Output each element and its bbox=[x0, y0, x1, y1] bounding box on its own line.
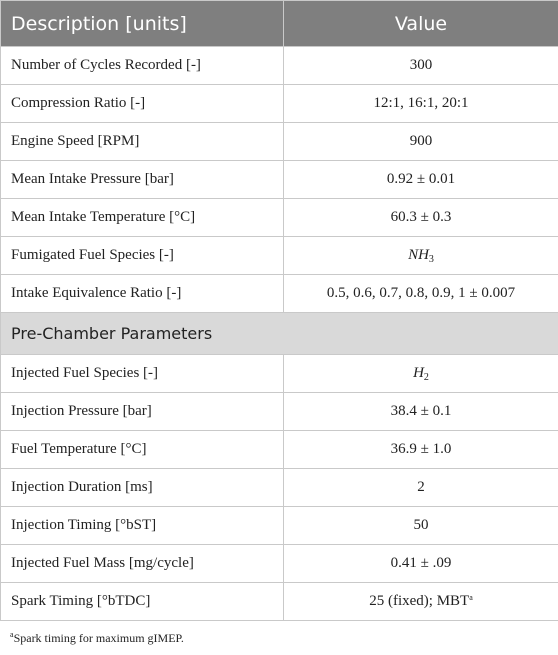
table-row bbox=[1, 85, 558, 123]
row-description: Spark Timing [°bTDC] bbox=[1, 583, 284, 621]
section-header-row bbox=[1, 313, 558, 355]
row-value: 50 bbox=[284, 507, 558, 545]
table-row bbox=[1, 161, 558, 199]
formula-subscript: 3 bbox=[428, 253, 434, 265]
table-row bbox=[1, 47, 558, 85]
table-row bbox=[1, 545, 558, 583]
table-row bbox=[1, 393, 558, 431]
table-row bbox=[1, 237, 558, 275]
chemical-formula: NH bbox=[408, 246, 429, 263]
table-row bbox=[1, 355, 558, 393]
row-description: Injection Pressure [bar] bbox=[1, 393, 284, 431]
row-description: Injection Duration [ms] bbox=[1, 469, 284, 507]
row-description: Injection Timing [°bST] bbox=[1, 507, 284, 545]
table-row bbox=[1, 123, 558, 161]
row-description: Number of Cycles Recorded [-] bbox=[1, 47, 284, 85]
row-description: Intake Equivalence Ratio [-] bbox=[1, 275, 284, 313]
table-row bbox=[1, 583, 558, 621]
chemical-formula: H bbox=[413, 364, 424, 381]
row-description: Mean Intake Temperature [°C] bbox=[1, 199, 284, 237]
row-value: 0.5, 0.6, 0.7, 0.8, 0.9, 1 ± 0.007 bbox=[284, 275, 558, 313]
table-row bbox=[1, 507, 558, 545]
table-header bbox=[1, 1, 558, 47]
formula-subscript: 2 bbox=[423, 371, 429, 383]
footnote-text: Spark timing for maximum gIMEP. bbox=[13, 631, 184, 645]
row-value bbox=[284, 583, 558, 621]
row-value: 0.92 ± 0.01 bbox=[284, 161, 558, 199]
row-value: 0.41 ± .09 bbox=[284, 545, 558, 583]
spark-timing-value: 25 (fixed); MBT bbox=[369, 593, 470, 609]
row-value: 60.3 ± 0.3 bbox=[284, 199, 558, 237]
table-row bbox=[1, 275, 558, 313]
row-value: 900 bbox=[284, 123, 558, 161]
table-row bbox=[1, 431, 558, 469]
row-value: 2 bbox=[284, 469, 558, 507]
row-description: Fuel Temperature [°C] bbox=[1, 431, 284, 469]
table-row bbox=[1, 199, 558, 237]
footnote-marker: a bbox=[469, 593, 473, 602]
row-description: Injected Fuel Species [-] bbox=[1, 355, 284, 393]
row-value: 300 bbox=[284, 47, 558, 85]
row-value bbox=[284, 355, 558, 393]
row-description: Fumigated Fuel Species [-] bbox=[1, 237, 284, 275]
table-footnote bbox=[10, 630, 184, 646]
footnote-marker: a bbox=[10, 630, 14, 639]
row-value: 36.9 ± 1.0 bbox=[284, 431, 558, 469]
table-row bbox=[1, 469, 558, 507]
row-description: Compression Ratio [-] bbox=[1, 85, 284, 123]
section-title: Pre-Chamber Parameters bbox=[1, 313, 558, 355]
row-value: 38.4 ± 0.1 bbox=[284, 393, 558, 431]
row-description: Injected Fuel Mass [mg/cycle] bbox=[1, 545, 284, 583]
row-value bbox=[284, 237, 558, 275]
row-description: Engine Speed [RPM] bbox=[1, 123, 284, 161]
header-value: Value bbox=[284, 1, 558, 47]
row-description: Mean Intake Pressure [bar] bbox=[1, 161, 284, 199]
row-value: 12:1, 16:1, 20:1 bbox=[284, 85, 558, 123]
header-description: Description [units] bbox=[1, 1, 284, 47]
